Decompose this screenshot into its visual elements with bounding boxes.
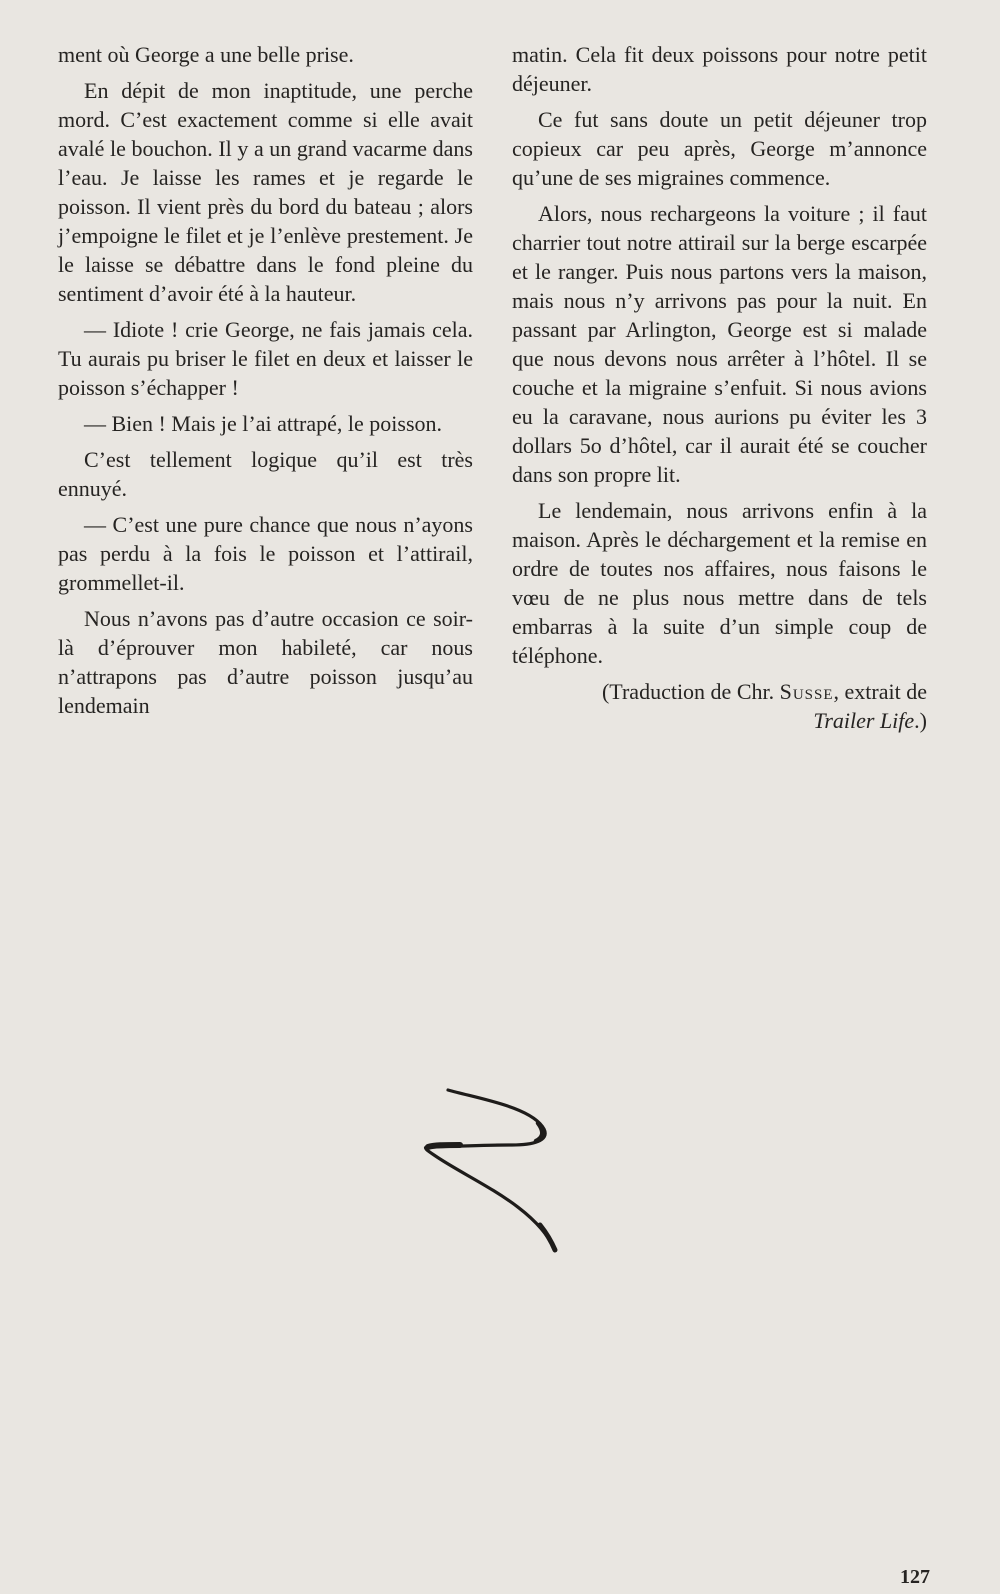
paragraph: Alors, nous rechargeons la voiture ; il faut charrier tout notre attirail sur la berge escarpée et le ranger. Puis nous partons vers la maison, mais nous n’y arrivons pas pour la nuit. En passant par Arlington, George est si malade que nous devons nous arrêter à l’hôtel. Il se couche et la migraine s’enfuit. Si nous avions eu la caravane, nous aurions pu éviter les 3 dollars 5o d’hôtel, car il aurait été se coucher dans son propre lit. <box>512 201 927 487</box>
credit-source: Trailer Life <box>813 708 915 733</box>
credit-prefix: (Traduction de Chr. <box>601 679 780 704</box>
paragraph: Le lendemain, nous arrivons enfin à la maison. Après le déchargement et la remise en ordre de toutes nos affaires, nous faisons le vœu de ne plus nous mettre dans de tels embarras à la suite d’un simple coup de téléphone. <box>512 498 927 668</box>
paragraph: C’est tellement logique qu’il est très ennuyé. <box>58 447 473 501</box>
paragraph: ment où George a une belle prise. <box>58 42 354 67</box>
credit-suffix: .) <box>914 708 927 733</box>
paragraph: Ce fut sans doute un petit déjeuner trop copieux car peu après, George m’annonce qu’une de ses migraines commence. <box>512 107 927 190</box>
left-column <box>58 40 473 727</box>
paragraph: Nous n’avons pas d’autre occasion ce soir-là d’éprouver mon habileté, car nous n’attrapons pas d’autre poisson jusqu’au lendemain <box>58 606 473 718</box>
dialogue-paragraph: — Bien ! Mais je l’ai attrapé, le poisson. <box>84 411 443 436</box>
paragraph: matin. Cela fit deux poissons pour notre petit déjeuner. <box>512 42 927 96</box>
flourish-icon <box>420 1085 570 1255</box>
credit-middle: , extrait de <box>833 679 927 704</box>
credit-translator: Susse <box>779 679 834 704</box>
right-column <box>512 40 927 742</box>
paragraph: En dépit de mon inaptitude, une perche mord. C’est exactement comme si elle avait avalé le bouchon. Il y a un grand vacarme dans l’eau. Je laisse les rames et je regarde le poisson. Il vient près du bord du bateau ; alors j’empoigne le filet et je l’enlève prestement. Je le laisse se débattre dans le fond pleine du sentiment d’avoir été à la hauteur. <box>58 78 473 306</box>
dialogue-paragraph: — Idiote ! crie George, ne fais jamais cela. Tu aurais pu briser le filet en deux et laisser le poisson s’échapper ! <box>58 317 473 400</box>
dialogue-paragraph: — C’est une pure chance que nous n’ayons pas perdu à la fois le poisson et l’attirail, grommellet-il. <box>58 512 473 595</box>
page-number: 127 <box>900 1566 930 1588</box>
translation-credit <box>512 677 927 735</box>
